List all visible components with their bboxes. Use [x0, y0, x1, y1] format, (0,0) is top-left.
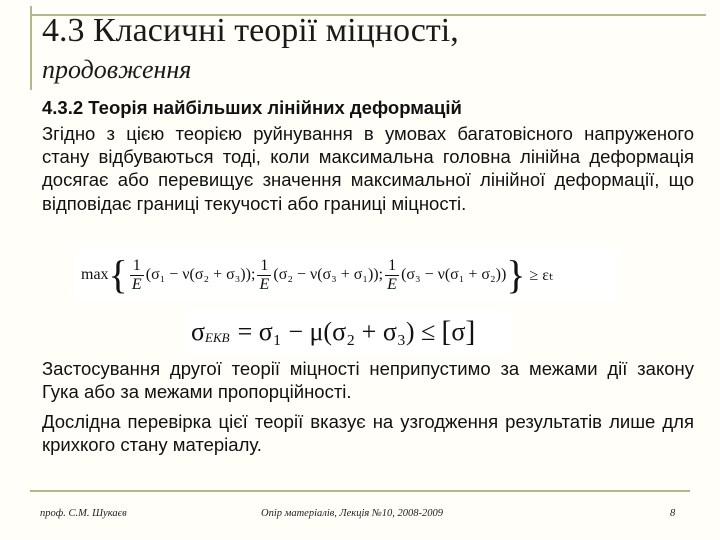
formula-fraction-3: $\frac{1}{E}$ [385, 257, 399, 294]
paragraph-definition: Згідно з цією теорією руйнування в умовах багатовісного напруженого стану відбуваються тоді, коли максимальна головна лінійна деформація досягає або перевищує значення максимальної лінійної деформації, що відповідає границі текучості або границі міцності. [42, 123, 694, 214]
formula-fraction-2: $\frac{1}{E}$ [257, 257, 271, 294]
footer-course: Опір матеріалів, Лекція №10, 2008-2009 [261, 508, 444, 519]
formula-lhs: σ [191, 317, 206, 346]
slide-subtitle: продовження [42, 55, 192, 84]
slide-title: 4.3 Класичні теорії міцності, [42, 12, 459, 49]
frame-left-line [30, 6, 32, 90]
formula-max-strain [75, 249, 620, 301]
formula-rhs: ≥ εₜ [529, 267, 554, 284]
formula-term-2: (σ₂ − ν(σ₃ + σ₁)); [273, 266, 384, 283]
formula-lhs-subscript: EKB [205, 330, 230, 345]
formula-open-brace: { [108, 252, 128, 297]
section-heading: 4.3.2 Теорія найбільших лінійних деформацій [42, 97, 462, 118]
formula-max-label: max [81, 266, 109, 283]
formula-term-1: (σ₁ − ν(σ₂ + σ₃)); [145, 266, 256, 283]
formula-term-3: (σ₃ − ν(σ₁ + σ₂)) [401, 266, 507, 283]
page-number: 8 [670, 508, 676, 519]
footer-divider [30, 490, 690, 492]
formula-rhs: = σ₁ − μ(σ₂ + σ₃) ≤ [237, 317, 436, 346]
formula-equivalent-stress [185, 310, 511, 354]
footer-author: проф. С.М. Шукаєв [40, 508, 127, 519]
paragraph-verification: Дослідна перевірка цієї теорії вказує на узгодження результатів лише для крихкого стану матеріалу. [42, 411, 694, 456]
formula-open-bracket: [ [441, 315, 452, 348]
paragraph-applicability: Застосування другої теорії міцності неприпустимо за межами дії закону Гука або за межами пропорційності. [42, 358, 694, 403]
formula-limit: σ [451, 317, 466, 346]
formula-fraction-1: $\frac{1}{E}$ [130, 257, 144, 294]
formula-close-brace: } [506, 252, 526, 297]
formula-close-bracket: ] [465, 315, 476, 348]
